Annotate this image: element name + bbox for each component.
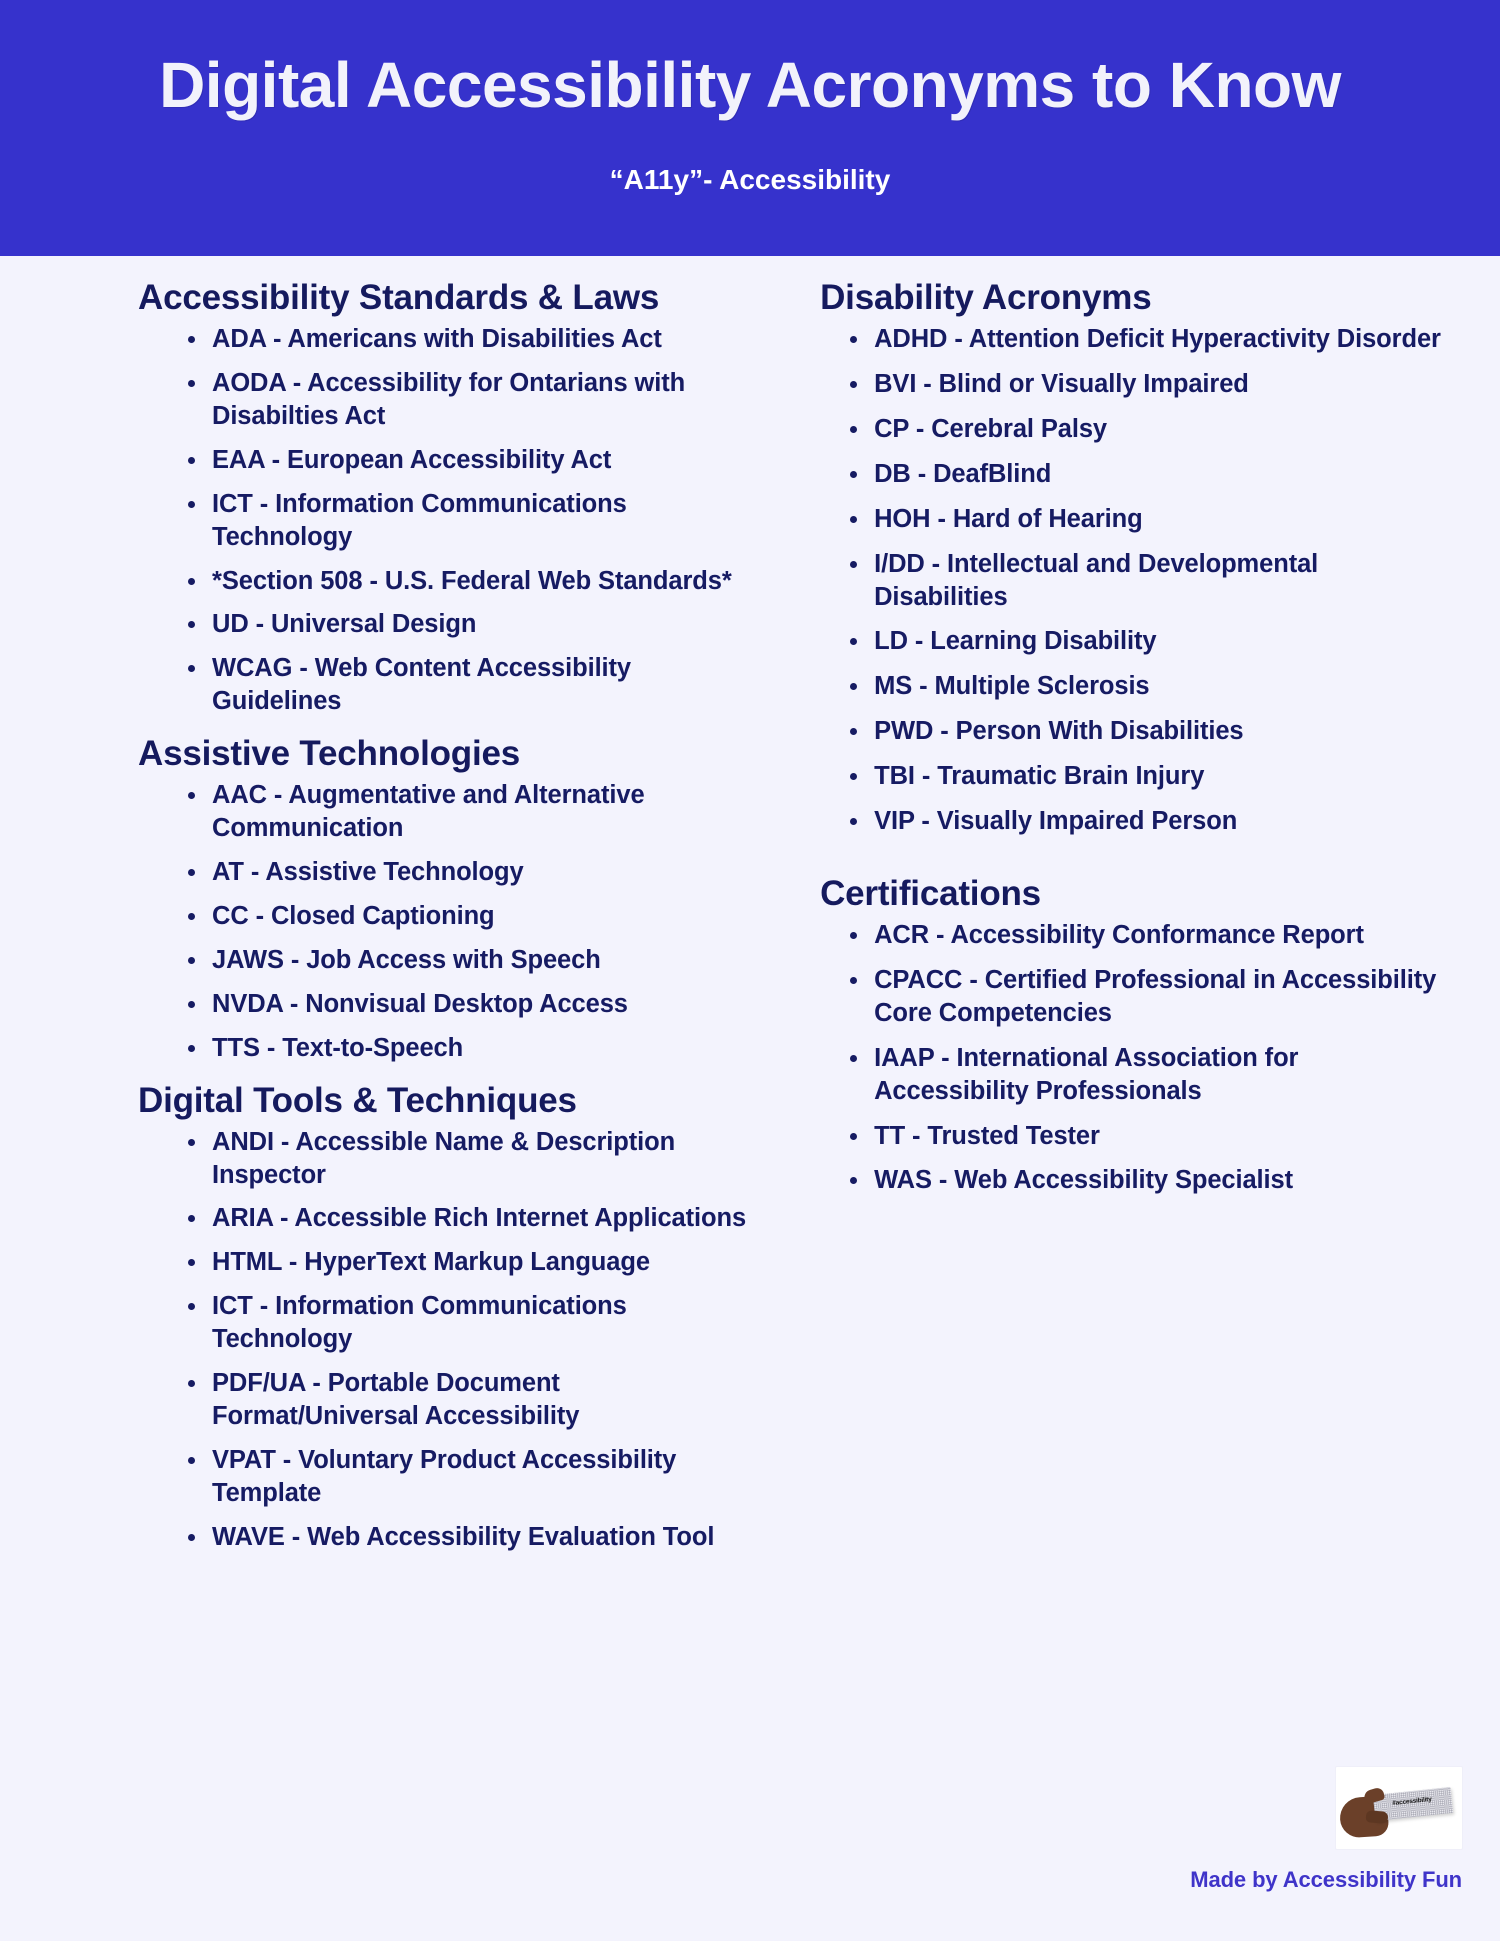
- page-header: [0, 0, 1500, 256]
- list-item: IAAP - International Association for Accessibility Professionals: [848, 1042, 1450, 1108]
- list-item: WAVE - Web Accessibility Evaluation Tool: [186, 1521, 762, 1554]
- acronym-list: [138, 779, 762, 1064]
- list-item: ICT - Information Communications Technology: [186, 488, 762, 554]
- list-item: PWD - Person With Disabilities: [848, 715, 1450, 748]
- section-assistive-technologies: [138, 734, 762, 1064]
- list-item: BVI - Blind or Visually Impaired: [848, 368, 1450, 401]
- list-item: JAWS - Job Access with Speech: [186, 944, 762, 977]
- left-column: [40, 278, 772, 1565]
- content-area: [0, 256, 1500, 1565]
- section-title: Disability Acronyms: [820, 278, 1152, 317]
- list-item: TTS - Text-to-Speech: [186, 1032, 762, 1065]
- list-item: VIP - Visually Impaired Person: [848, 805, 1450, 838]
- finger-shape: [1366, 1810, 1389, 1824]
- section-title: Assistive Technologies: [138, 734, 521, 774]
- list-item: AAC - Augmentative and Alternative Communication: [186, 779, 762, 845]
- section-title: Accessibility Standards & Laws: [138, 278, 660, 317]
- list-item: LD - Learning Disability: [848, 625, 1450, 658]
- list-item: WAS - Web Accessibility Specialist: [848, 1164, 1450, 1197]
- section-title: Certifications: [820, 873, 1041, 913]
- list-item: DB - DeafBlind: [848, 458, 1450, 491]
- list-item: *Section 508 - U.S. Federal Web Standards*: [186, 565, 762, 598]
- accessibility-photo: [1336, 1767, 1462, 1849]
- section-accessibility-standards-and-laws: [138, 278, 762, 718]
- section-digital-tools-and-techniques: [138, 1081, 762, 1554]
- list-item: ICT - Information Communications Technology: [186, 1290, 762, 1356]
- acronym-list: [820, 323, 1450, 838]
- list-item: ACR - Accessibility Conformance Report: [848, 919, 1450, 952]
- list-item: CPACC - Certified Professional in Accessibility Core Competencies: [848, 964, 1450, 1030]
- list-item: AT - Assistive Technology: [186, 856, 762, 889]
- list-item: ADA - Americans with Disabilities Act: [186, 323, 762, 356]
- list-item: TT - Trusted Tester: [848, 1120, 1450, 1153]
- acronym-list: [820, 919, 1450, 1197]
- list-item: MS - Multiple Sclerosis: [848, 670, 1450, 703]
- list-item: NVDA - Nonvisual Desktop Access: [186, 988, 762, 1021]
- list-item: HTML - HyperText Markup Language: [186, 1246, 762, 1279]
- list-item: CP - Cerebral Palsy: [848, 413, 1450, 446]
- list-item: TBI - Traumatic Brain Injury: [848, 760, 1450, 793]
- section-title: Digital Tools & Techniques: [138, 1080, 577, 1120]
- list-item: I/DD - Intellectual and Developmental Disabilities: [848, 548, 1450, 614]
- list-item: WCAG - Web Content Accessibility Guidelines: [186, 652, 762, 718]
- list-item: AODA - Accessibility for Ontarians with Disabilties Act: [186, 367, 762, 433]
- acronym-list: [138, 1126, 762, 1554]
- page-title: Digital Accessibility Acronyms to Know: [159, 49, 1341, 121]
- acronym-list: [138, 323, 762, 718]
- footer-credit: Made by Accessibility Fun: [1190, 1867, 1462, 1892]
- list-item: CC - Closed Captioning: [186, 900, 762, 933]
- right-column: [772, 278, 1460, 1209]
- list-item: ARIA - Accessible Rich Internet Applications: [186, 1202, 762, 1235]
- section-disability-acronyms: [820, 278, 1450, 838]
- list-item: HOH - Hard of Hearing: [848, 503, 1450, 536]
- footer: [1042, 1767, 1462, 1893]
- page-subtitle: “A11y”- Accessibility: [609, 164, 891, 196]
- list-item: EAA - European Accessibility Act: [186, 444, 762, 477]
- list-item: PDF/UA - Portable Document Format/Universal Accessibility: [186, 1367, 762, 1433]
- list-item: UD - Universal Design: [186, 608, 762, 641]
- section-certifications: [820, 874, 1450, 1197]
- list-item: ANDI - Accessible Name & Description Inspector: [186, 1126, 762, 1192]
- list-item: VPAT - Voluntary Product Accessibility Template: [186, 1444, 762, 1510]
- photo-caption: #accessibility: [1391, 1795, 1432, 1808]
- list-item: ADHD - Attention Deficit Hyperactivity Disorder: [848, 323, 1450, 356]
